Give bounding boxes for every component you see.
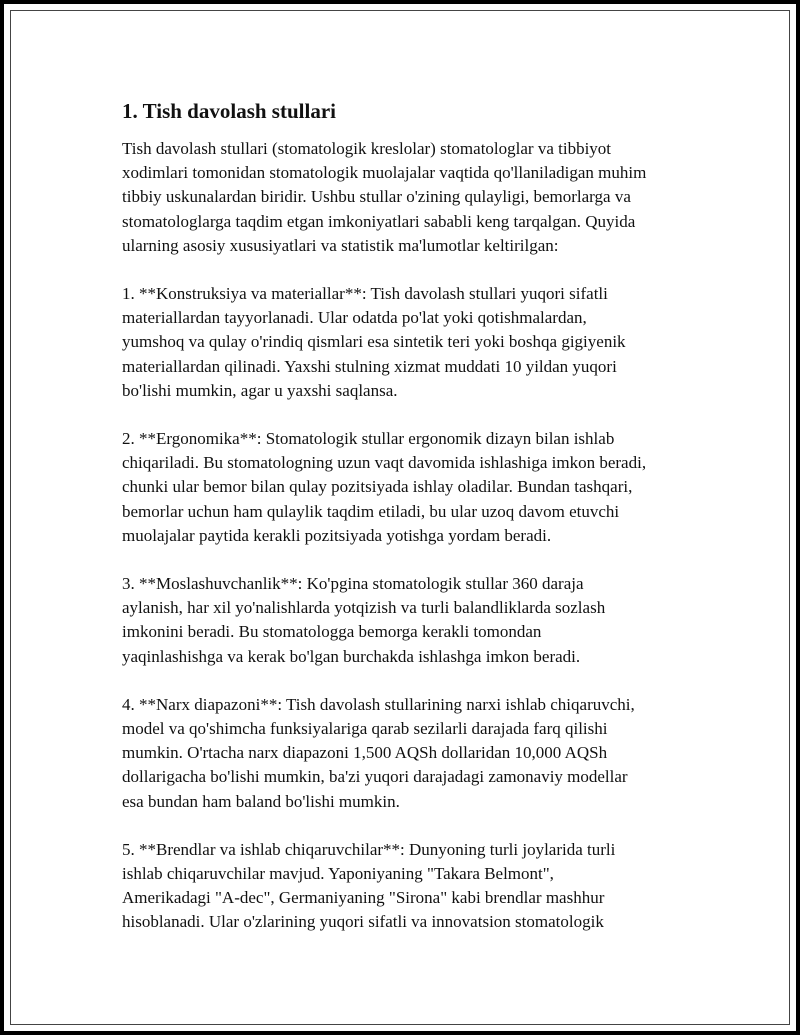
flexibility-paragraph [122,572,702,669]
paragraph-line: bo'lishi mumkin, agar u yaxshi saqlansa. [122,380,398,400]
paragraph-line: materiallardan qilinadi. Yaxshi stulning xizmat muddati 10 yildan yuqori [122,356,617,376]
paragraph-line: muolajalar paytida kerakli pozitsiyada yotishga yordam beradi. [122,525,552,545]
paragraph-line: ularning asosiy xususiyatlari va statistik ma'lumotlar keltirilgan: [122,235,559,255]
section-title: 1. Tish davolash stullari [122,99,336,123]
paragraph-line: mumkin. O'rtacha narx diapazoni 1,500 AQSh dollaridan 10,000 AQSh [122,743,608,763]
ergonomics-paragraph [122,427,702,548]
paragraph-line: yumshoq va qulay o'rindiq qismlari esa sintetik teri yoki boshqa gigiyenik [122,332,626,352]
paragraph-line: materiallardan tayyorlanadi. Ular odatda po'lat yoki qotishmalardan, [122,308,587,328]
paragraph-line: 5. **Brendlar va ishlab chiqaruvchilar**: Dunyoning turli joylarida turli [122,839,616,859]
intro-paragraph [122,137,702,258]
paragraph-line: model va qo'shimcha funksiyalariga qarab sezilarli darajada farq qilishi [122,719,608,739]
paragraph-line: Amerikadagi "A-dec", Germaniyaning "Sirona" kabi brendlar mashhur [122,888,605,908]
paragraph-line: Tish davolash stullari (stomatologik kreslolar) stomatologlar va tibbiyot [122,139,612,158]
paragraph-line: aylanish, har xil yo'nalishlarda yotqizish va turli balandliklarda sozlash [122,598,606,618]
paragraph-line: xodimlari tomonidan stomatologik muolajalar vaqtida qo'llaniladigan muhim [122,163,647,183]
paragraph-line: ishlab chiqaruvchilar mavjud. Yaponiyaning "Takara Belmont", [122,864,554,884]
paragraph-line: imkonini beradi. Bu stomatologga bemorga kerakli tomondan [122,622,542,642]
construction-paragraph [122,282,702,403]
price-range-paragraph [122,693,702,814]
paragraph-line: chiqariladi. Bu stomatologning uzun vaqt davomida ishlashiga imkon beradi, [122,453,647,473]
paragraph-line: yaqinlashishga va kerak bo'lgan burchakda ishlashga imkon beradi. [122,646,581,666]
paragraph-line: 1. **Konstruksiya va materiallar**: Tish davolash stullari yuqori sifatli [122,284,608,304]
paragraph-line: tibbiy uskunalardan biridir. Ushbu stullar o'zining qulayligi, bemorlarga va [122,187,631,207]
paragraph-line: stomatologlarga taqdim etgan imkoniyatlari sababli keng tarqalgan. Quyida [122,211,636,231]
paragraph-line: 2. **Ergonomika**: Stomatologik stullar ergonomik dizayn bilan ishlab [122,429,615,449]
paragraph-line: hisoblanadi. Ular o'zlarining yuqori sifatli va innovatsion stomatologik [122,912,604,932]
paragraph-line: 3. **Moslashuvchanlik**: Ko'pgina stomatologik stullar 360 daraja [122,574,584,594]
paragraph-line: esa bundan ham baland bo'lishi mumkin. [122,791,400,811]
document-content [122,99,702,959]
paragraph-line: chunki ular bemor bilan qulay pozitsiyada ishlay oladilar. Bundan tashqari, [122,477,633,497]
paragraph-line: bemorlar uchun ham qulaylik taqdim etiladi, bu ular uzoq davom etuvchi [122,501,620,521]
paragraph-line: 4. **Narx diapazoni**: Tish davolash stullarining narxi ishlab chiqaruvchi, [122,694,635,714]
paragraph-line: dollarigacha bo'lishi mumkin, ba'zi yuqori darajadagi zamonaviy modellar [122,767,628,787]
brands-paragraph [122,838,702,935]
